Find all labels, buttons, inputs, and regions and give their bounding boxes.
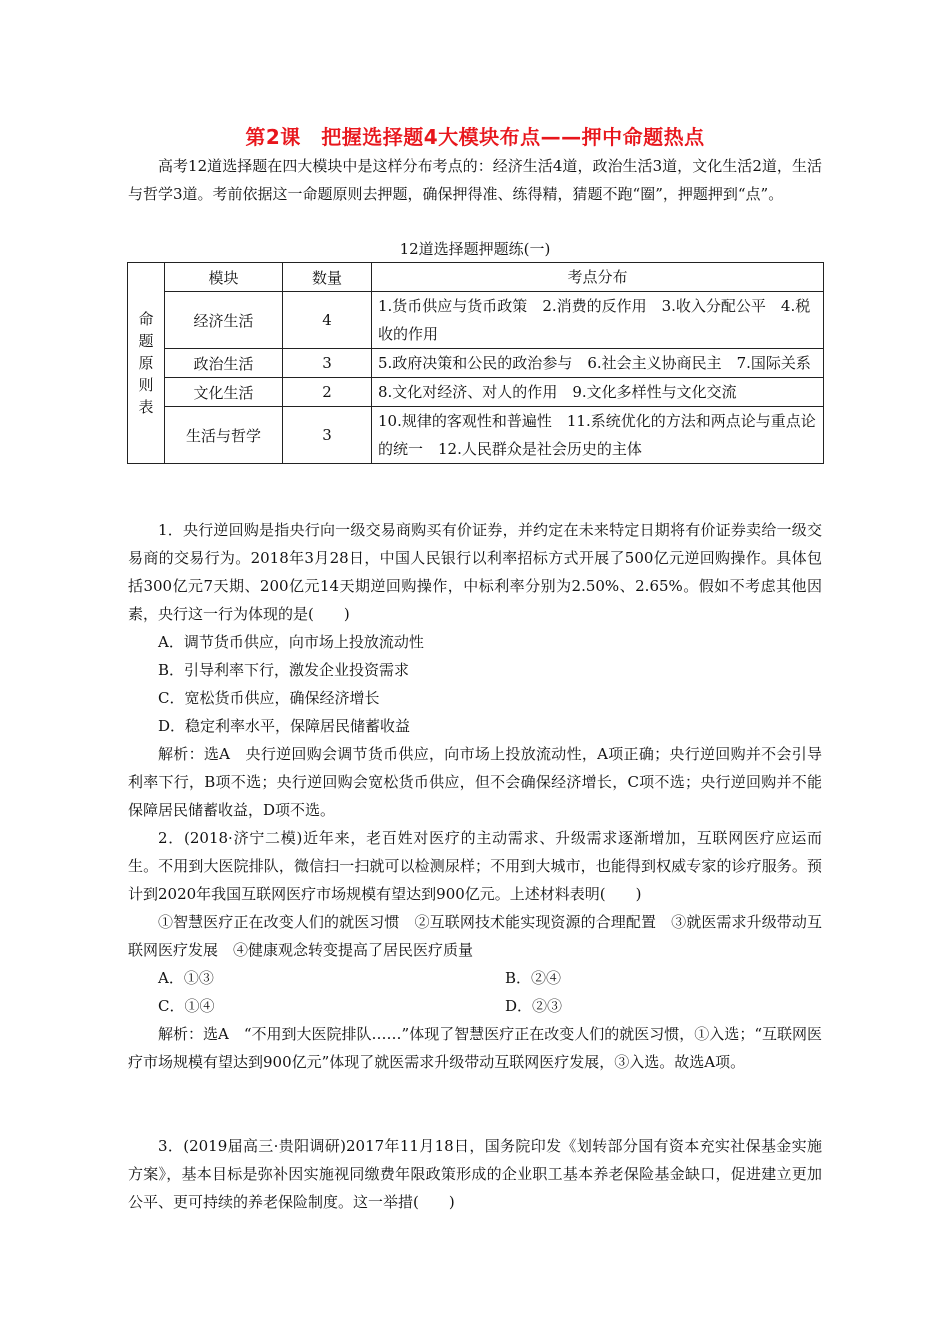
side-label-char: 题: [138, 332, 154, 350]
table-row: [128, 407, 824, 464]
table-caption: 12道选择题押题练(一): [399, 240, 551, 258]
option-d: D．②③: [505, 997, 563, 1015]
row-count: 4: [283, 292, 372, 349]
table-row: [128, 292, 824, 349]
rules-table: [127, 262, 824, 464]
row-module: 经济生活: [165, 292, 283, 349]
table-side-label: [128, 263, 165, 464]
option-a: A．调节货币供应，向市场上投放流动性: [158, 633, 424, 651]
row-count: 3: [283, 407, 372, 464]
option-c: C．宽松货币供应，确保经济增长: [158, 689, 380, 707]
side-label-char: 则: [138, 376, 154, 394]
side-label-char: 原: [138, 354, 154, 372]
row-distribution: 5.政府决策和公民的政治参与 6.社会主义协商民主 7.国际关系: [372, 349, 824, 378]
analysis-text: 解析：选A “不用到大医院排队……”体现了智慧医疗正在改变人们的就医习惯，①入选；“互联网医疗市场规模有望达到900亿元”体现了就医需求升级带动互联网医疗发展，③入选。故选A项。: [128, 1025, 822, 1071]
row-count: 3: [283, 349, 372, 378]
row-module: 政治生活: [165, 349, 283, 378]
options-row: [128, 992, 822, 1020]
table-row: [128, 378, 824, 407]
table-row: [128, 349, 824, 378]
header-count: 数量: [283, 263, 372, 292]
statement-list: ①智慧医疗正在改变人们的就医习惯 ②互联网技术能实现资源的合理配置 ③就医需求升级带动互联网医疗发展 ④健康观念转变提高了居民医疗质量: [128, 913, 822, 959]
header-module: 模块: [165, 263, 283, 292]
row-distribution: 10.规律的客观性和普遍性 11.系统优化的方法和两点论与重点论的统一 12.人民群众是社会历史的主体: [372, 407, 824, 464]
question-text: 3．(2019届高三·贵阳调研)2017年11月18日，国务院印发《划转部分国有资本充实社保基金实施方案》，基本目标是弥补因实施视同缴费年限政策形成的企业职工基本养老保险基金缺口，促进建立更加公平、更可持续的养老保险制度。这一举措( ): [128, 1137, 822, 1211]
question-1: [128, 516, 822, 824]
header-distribution: 考点分布: [372, 263, 824, 292]
option-d: D．稳定利率水平，保障居民储蓄收益: [158, 717, 411, 735]
question-text: 2．(2018·济宁二模)近年来，老百姓对医疗的主动需求、升级需求逐渐增加，互联网医疗应运而生。不用到大医院排队，微信扫一扫就可以检测尿样；不用到大城市，也能得到权威专家的诊疗服务。预计到2020年我国互联网医疗市场规模有望达到900亿元。上述材料表明( ): [128, 829, 822, 903]
question-3: [128, 1132, 822, 1216]
question-text: 1．央行逆回购是指央行向一级交易商购买有价证券，并约定在未来特定日期将有价证券卖给一级交易商的交易行为。2018年3月28日，中国人民银行以利率招标方式开展了500亿元逆回购操作。具体包括300亿元7天期、200亿元14天期逆回购操作，中标利率分别为2.50%、2.65%。假如不考虑其他因素，央行这一行为体现的是( ): [128, 521, 822, 623]
row-count: 2: [283, 378, 372, 407]
side-label-char: 表: [138, 398, 154, 416]
row-module: 生活与哲学: [165, 407, 283, 464]
option-a: A．①③: [158, 969, 214, 987]
row-distribution: 8.文化对经济、对人的作用 9.文化多样性与文化交流: [372, 378, 824, 407]
side-label-char: 命: [138, 310, 154, 328]
intro-paragraph: 高考12道选择题在四大模块中是这样分布考点的：经济生活4道，政治生活3道，文化生活2道，生活与哲学3道。考前依据这一命题原则去押题，确保押得准、练得精，猜题不跑“圈”，押题押到“点”。: [128, 157, 822, 203]
option-b: B．②④: [505, 969, 562, 987]
options-row: [128, 964, 822, 992]
row-distribution: 1.货币供应与货币政策 2.消费的反作用 3.收入分配公平 4.税收的作用: [372, 292, 824, 349]
page-title: 第2课 把握选择题4大模块布点——押中命题热点: [245, 125, 705, 149]
option-b: B．引导利率下行，激发企业投资需求: [158, 661, 410, 679]
option-c: C．①④: [158, 997, 215, 1015]
analysis-text: 解析：选A 央行逆回购会调节货币供应，向市场上投放流动性，A项正确；央行逆回购并不会引导利率下行，B项不选；央行逆回购会宽松货币供应，但不会确保经济增长，C项不选；央行逆回购并不能保障居民储蓄收益，D项不选。: [128, 745, 822, 819]
question-2: [128, 824, 822, 1076]
row-module: 文化生活: [165, 378, 283, 407]
